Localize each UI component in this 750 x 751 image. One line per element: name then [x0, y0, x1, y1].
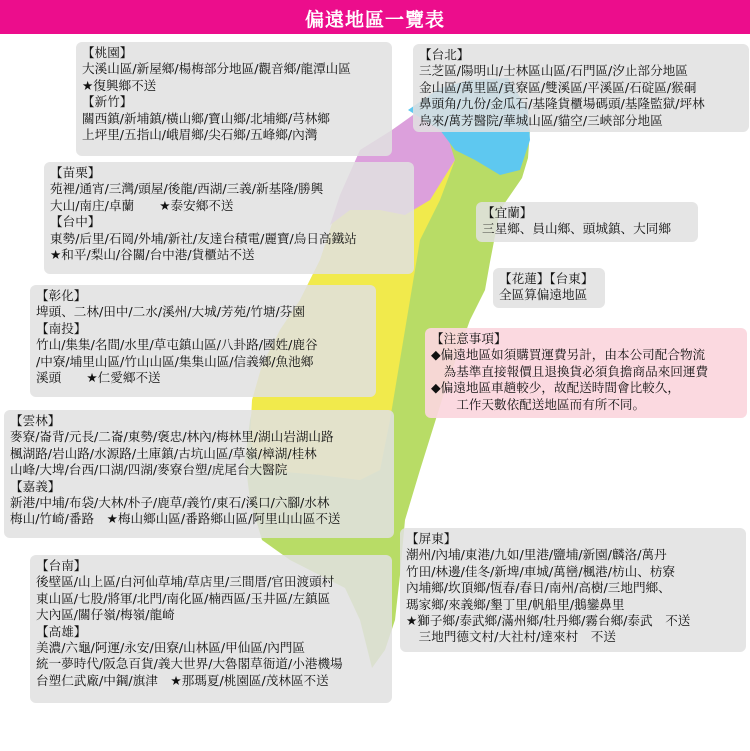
region-line: 三星鄉、員山鄉、頭城鎮、大同鄉: [482, 221, 671, 237]
region-header-taichung: 【台中】: [50, 214, 101, 230]
region-header-chiayi: 【嘉義】: [10, 478, 61, 494]
region-line: 楓湖路/岩山路/水源路/土庫鎮/古坑山區/草嶺/樟湖/桂林: [10, 445, 317, 461]
region-line: 三地門德文村/大社村/達來村 不送: [406, 629, 616, 645]
region-box-taoyuan-hsinchu: [76, 42, 392, 156]
region-line: 山峰/大埤/台西/口湖/四湖/麥寮台塑/虎尾台大醫院: [10, 462, 288, 478]
page-title: 偏遠地區一覽表: [304, 9, 445, 31]
notes-line: ◆偏遠地區車趟較少，故配送時間會比較久，: [431, 380, 680, 396]
region-line: 竹田/林邊/佳冬/新埤/車城/萬巒/楓港/枋山、枋寮: [406, 563, 675, 579]
region-line: 三芝區/陽明山/士林區山區/石門區/汐止部分地區: [419, 63, 688, 79]
region-line: 鼻頭角/九份/金瓜石/基隆貨櫃場碼頭/基隆監獄/坪林: [419, 96, 705, 112]
region-header-hsinchu: 【新竹】: [82, 94, 133, 110]
region-line: 內埔鄉/坎頂鄉/恆春/春日/南州/高樹/三地門鄉、: [406, 580, 671, 596]
region-box-changhua-nantou: [30, 285, 376, 397]
region-line: 後壁區/山上區/白河仙草埔/草店里/三間厝/官田渡頭村: [36, 574, 335, 590]
region-line: 新港/中埔/布袋/大林/朴子/鹿草/義竹/東石/溪口/六腳/水林: [10, 495, 330, 511]
region-line: ★獅子鄉/泰武鄉/滿州鄉/牡丹鄉/霧台鄉/泰武 不送: [406, 613, 691, 629]
region-line: 台塑仁武廠/中鋼/旗津 ★那瑪夏/桃園區/茂林區不送: [36, 672, 329, 688]
region-line: 竹山/集集/名間/水里/草屯鎮山區/八卦路/國姓/鹿谷: [36, 337, 318, 353]
region-header-taipei: 【台北】: [419, 47, 470, 62]
notes-header: 【注意事項】: [431, 331, 507, 346]
region-header-changhua: 【彰化】: [36, 288, 87, 303]
region-box-yilan: [476, 202, 698, 242]
region-line: ★和平/梨山/谷關/台中港/貨櫃站不送: [50, 247, 255, 263]
region-header-yunlin: 【雲林】: [10, 413, 61, 428]
notes-line: 工作天數依配送地區而有所不同。: [431, 396, 646, 412]
region-line: 東山區/七股/將軍/北門/南化區/楠西區/玉井區/左鎮區: [36, 590, 331, 606]
region-line: 東勢/后里/石岡/外埔/新社/友達台積電/麗寶/烏日高鐵站: [50, 230, 357, 246]
region-header-miaoli: 【苗栗】: [50, 165, 101, 180]
region-header-nantou: 【南投】: [36, 320, 87, 336]
region-box-pingtung: [400, 528, 746, 652]
notes-line: ◆偏遠地區如須購買運費另計，由本公司配合物流: [431, 347, 706, 363]
region-line: 金山區/萬里區/貢寮區/雙溪區/平溪區/石碇區/猴硐: [419, 79, 697, 95]
region-line: 全區算偏遠地區: [499, 287, 588, 303]
notes-line: 為基準直接報價且退換貨必須負擔商品來回運費: [431, 363, 709, 379]
notes-box: [425, 328, 747, 418]
region-box-miaoli-taichung: [44, 162, 414, 274]
region-header-tainan: 【台南】: [36, 558, 87, 573]
region-line: 統一夢時代/阪急百貨/義大世界/大魯閣草衙道/小港機場: [36, 656, 343, 672]
region-line: 潮州/內埔/東港/九如/里港/鹽埔/新園/麟洛/萬丹: [406, 547, 667, 563]
region-header-hualien-taitung: 【花蓮】【台東】: [499, 271, 594, 286]
region-line: 大內區/關仔嶺/梅嶺/龍崎: [36, 607, 175, 623]
region-box-yunlin-chiayi: [4, 410, 394, 538]
region-box-taipei: [413, 44, 749, 132]
region-line: 美濃/六龜/阿運/永安/田寮/山林區/甲仙區/內門區: [36, 640, 305, 656]
region-line: 烏來/萬芳醫院/華城山區/貓空/三峽部分地區: [419, 112, 663, 128]
region-line: 大溪山區/新屋鄉/楊梅部分地區/觀音鄉/龍潭山區: [82, 61, 351, 77]
region-box-hualien-taitung: [493, 268, 605, 308]
region-line: 關西鎮/新埔鎮/橫山鄉/寶山鄉/北埔鄉/芎林鄉: [82, 110, 330, 126]
region-line: 溪頭 ★仁愛鄉不送: [36, 370, 161, 386]
region-header-taoyuan: 【桃園】: [82, 45, 133, 60]
region-line: 埤頭、二林/田中/二水/溪州/大城/芳苑/竹塘/芬園: [36, 304, 305, 320]
region-header-yilan: 【宜蘭】: [482, 205, 533, 220]
region-line: ★復興鄉不送: [82, 77, 157, 93]
region-line: 上坪里/五指山/峨眉鄉/尖石鄉/五峰鄉/內灣: [82, 127, 318, 143]
region-header-kaohsiung: 【高雄】: [36, 623, 87, 639]
region-line: 瑪家鄉/來義鄉/墾丁里/帆船里/鵝鑾鼻里: [406, 596, 625, 612]
region-line: 苑裡/通宵/三灣/頭屋/後龍/西湖/三義/新基隆/勝興: [50, 181, 324, 197]
region-box-tainan-kaohsiung: [30, 555, 392, 703]
region-line: /中寮/埔里山區/竹山山區/集集山區/信義鄉/魚池鄉: [36, 353, 314, 369]
region-line: 梅山/竹崎/番路 ★梅山鄉山區/番路鄉山區/阿里山山區不送: [10, 511, 341, 527]
region-line: 麥寮/崙背/元長/二崙/東勢/褒忠/林內/梅林里/湖山岩湖山路: [10, 429, 334, 445]
region-line: 大山/南庄/卓蘭 ★泰安鄉不送: [50, 197, 234, 213]
region-header-pingtung: 【屏東】: [406, 531, 457, 546]
